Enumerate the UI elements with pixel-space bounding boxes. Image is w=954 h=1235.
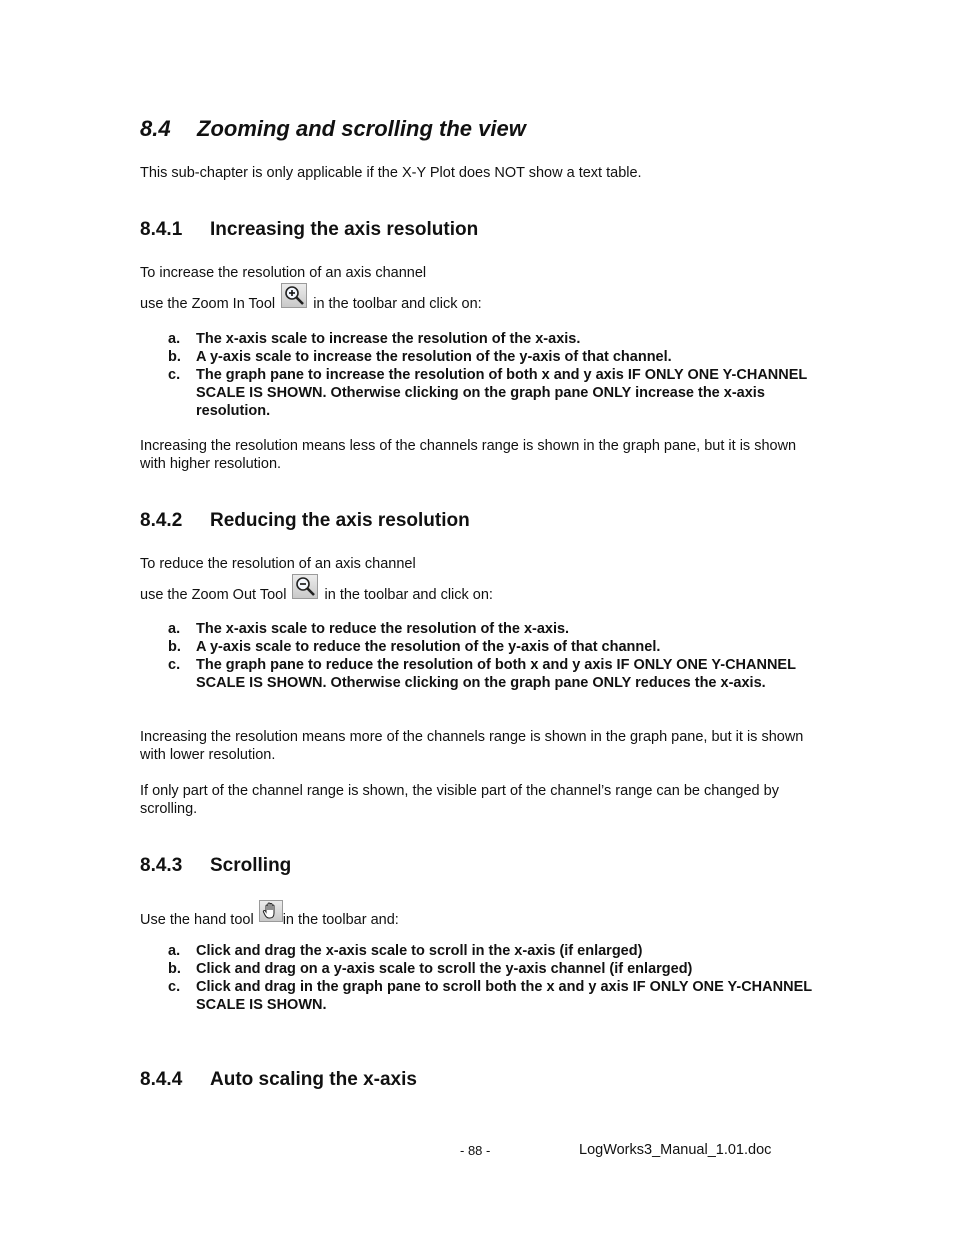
zoom-out-instruction-pre: use the Zoom Out Tool (140, 587, 287, 603)
document-filename: LogWorks3_Manual_1.01.doc (579, 1142, 772, 1158)
zoom-in-instruction-post: in the toolbar and click on: (313, 296, 482, 312)
zoom-out-instruction-post: in the toolbar and click on: (324, 587, 493, 603)
hand-icon (259, 900, 283, 922)
list-item (168, 960, 821, 978)
list-text: The graph pane to increase the resolution of both x and y axis IF ONLY ONE Y-CHANNEL SCALE IS SHOWN. Otherwise clicking on the graph pane ONLY increase the x-axis resolution. (196, 367, 807, 419)
list-text: The x-axis scale to reduce the resolution of the x-axis. (196, 621, 570, 637)
list-marker: b. (168, 639, 181, 655)
list-text: Click and drag the x-axis scale to scroll in the x-axis (if enlarged) (196, 943, 643, 959)
list-item (168, 978, 821, 1014)
zoom-out-note2: If only part of the channel range is shown, the visible part of the channel’s range can be changed by scrolling. (140, 783, 779, 817)
list-marker: c. (168, 979, 181, 995)
hand-tool-instruction (140, 900, 399, 928)
scrolling-list (168, 942, 821, 1014)
subsection-heading-8-4-2 (140, 510, 470, 532)
list-marker: a. (168, 621, 181, 637)
list-marker: c. (168, 367, 181, 383)
list-marker: a. (168, 943, 181, 959)
hand-tool-instruction-pre: Use the hand tool (140, 912, 254, 928)
zoom-out-instruction-line1: To reduce the resolution of an axis channel (140, 556, 416, 572)
section-title: Zooming and scrolling the view (197, 116, 526, 141)
subsection-heading-8-4-3 (140, 855, 291, 877)
subsection-number: 8.4.4 (140, 1069, 183, 1090)
list-item (168, 348, 813, 366)
hand-tool-instruction-post: in the toolbar and: (282, 912, 399, 928)
subsection-title: Reducing the axis resolution (210, 510, 470, 531)
subsection-number: 8.4.3 (140, 855, 183, 876)
section-heading (140, 116, 526, 142)
zoom-in-note: Increasing the resolution means less of the channels range is shown in the graph pane, but it is shown with higher resolution. (140, 438, 797, 472)
list-text: Click and drag in the graph pane to scroll both the x and y axis IF ONLY ONE Y-CHANNEL SCALE IS SHOWN. (196, 979, 812, 1013)
list-text: A y-axis scale to increase the resolution of the y-axis of that channel. (196, 349, 672, 365)
list-item (168, 620, 846, 638)
subsection-title: Auto scaling the x-axis (210, 1069, 417, 1090)
zoom-in-instruction-line1: To increase the resolution of an axis channel (140, 265, 427, 281)
list-item (168, 656, 846, 692)
list-marker: a. (168, 331, 181, 347)
list-item (168, 366, 813, 420)
list-text: The graph pane to reduce the resolution of both x and y axis IF ONLY ONE Y-CHANNEL SCALE IS SHOWN. Otherwise clicking on the graph pane ONLY reduces the x-axis. (196, 657, 796, 691)
page-number: - 88 - (460, 1143, 491, 1158)
list-text: The x-axis scale to increase the resolution of the x-axis. (196, 331, 581, 347)
subsection-title: Increasing the axis resolution (210, 219, 479, 240)
subsection-heading-8-4-4 (140, 1069, 417, 1091)
intro-text: This sub-chapter is only applicable if the X-Y Plot does NOT show a text table. (140, 165, 642, 181)
zoom-in-icon (281, 283, 307, 308)
list-item (168, 638, 846, 656)
zoom-out-list (168, 620, 846, 692)
zoom-in-instruction-line2 (140, 283, 482, 312)
zoom-in-list (168, 330, 813, 420)
subsection-heading-8-4-1 (140, 219, 478, 241)
zoom-in-instruction-pre: use the Zoom In Tool (140, 296, 276, 312)
zoom-out-icon (292, 574, 318, 599)
list-text: Click and drag on a y-axis scale to scroll the y-axis channel (if enlarged) (196, 961, 693, 977)
subsection-title: Scrolling (210, 855, 292, 876)
zoom-out-instruction-line2 (140, 574, 493, 603)
subsection-number: 8.4.1 (140, 219, 183, 240)
list-marker: b. (168, 349, 181, 365)
zoom-out-note1: Increasing the resolution means more of the channels range is shown in the graph pane, but it is shown with lower resolution. (140, 729, 804, 763)
list-marker: b. (168, 961, 181, 977)
section-number: 8.4 (140, 116, 171, 141)
list-item (168, 330, 813, 348)
list-item (168, 942, 821, 960)
subsection-number: 8.4.2 (140, 510, 183, 531)
list-text: A y-axis scale to reduce the resolution of the y-axis of that channel. (196, 639, 661, 655)
list-marker: c. (168, 657, 181, 673)
